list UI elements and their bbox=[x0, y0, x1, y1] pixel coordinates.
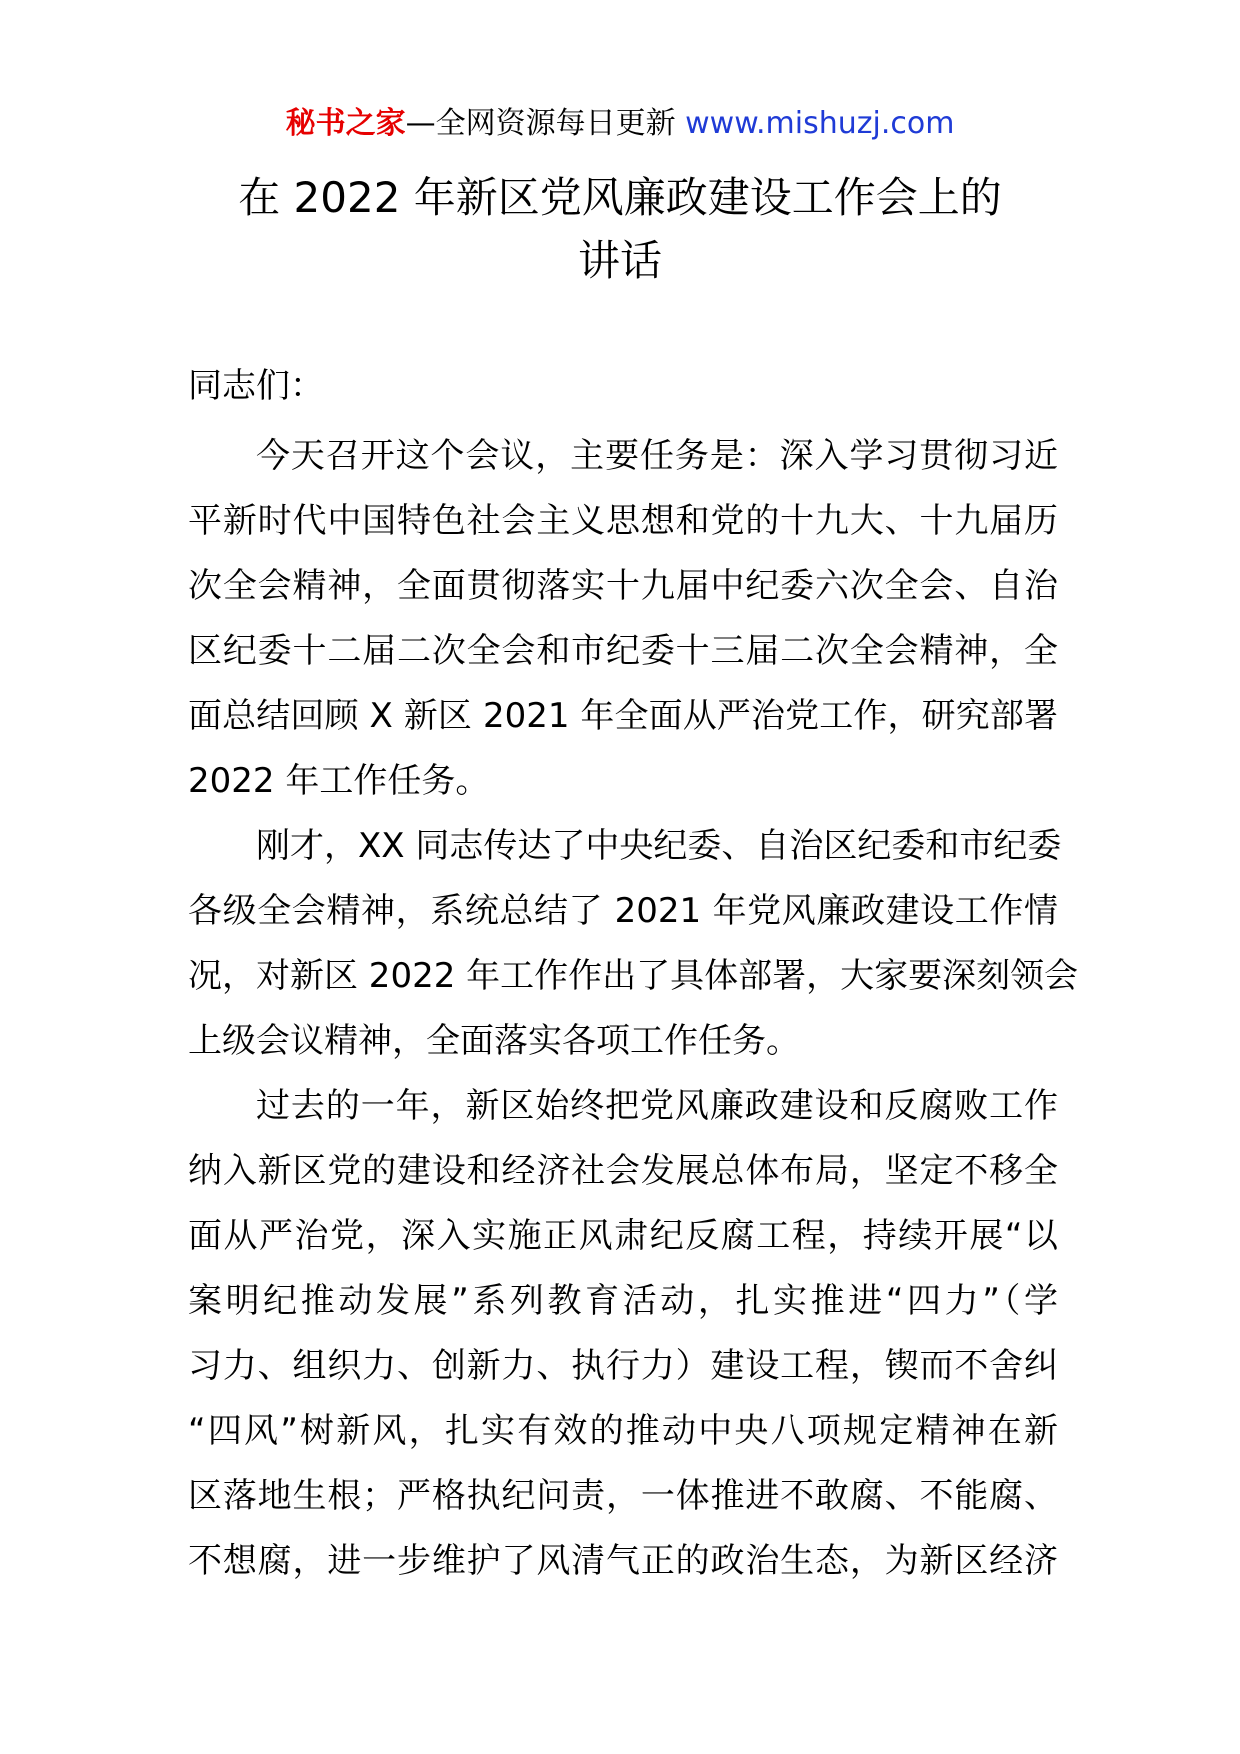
text-line: 不想腐，进一步维护了风清气正的政治生态，为新区经济 bbox=[188, 1541, 1058, 1581]
text-line: 过去的一年，新区始终把党风廉政建设和反腐败工作 bbox=[256, 1086, 1058, 1126]
paragraph-3 bbox=[188, 1074, 1058, 1594]
text-line: 次全会精神，全面贯彻落实十九届中纪委六次全会、自治 bbox=[188, 566, 1058, 606]
text-line: 2022 年工作任务。 bbox=[188, 761, 490, 801]
text-line: 上级会议精神，全面落实各项工作任务。 bbox=[188, 1021, 800, 1061]
text-line: 今天召开这个会议，主要任务是：深入学习贯彻习近 bbox=[256, 436, 1058, 476]
text-line: 况，对新区 2022 年工作作出了具体部署，大家要深刻领会 bbox=[188, 956, 1079, 996]
text-line: 刚才，XX 同志传达了中央纪委、自治区纪委和市纪委 bbox=[256, 826, 1062, 866]
text-line: 各级全会精神，系统总结了 2021 年党风廉政建设工作情 bbox=[188, 891, 1058, 931]
header-brand: 秘书之家 bbox=[285, 106, 406, 141]
text-line: 案明纪推动发展”系列教育活动，扎实推进“四力”（学 bbox=[188, 1281, 1058, 1321]
text-line: 区纪委十二届二次全会和市纪委十三届二次全会精神，全 bbox=[188, 631, 1058, 671]
paragraph-2 bbox=[188, 814, 1079, 1074]
text-line: 区落地生根；严格执纪问责，一体推进不敢腐、不能腐、 bbox=[188, 1476, 1058, 1516]
text-line: “四风”树新风，扎实有效的推动中央八项规定精神在新 bbox=[188, 1411, 1058, 1451]
salutation: 同志们： bbox=[188, 366, 324, 406]
text-line: 平新时代中国特色社会主义思想和党的十九大、十九届历 bbox=[188, 501, 1058, 541]
title-line-2: 讲话 bbox=[577, 236, 662, 285]
document-body bbox=[188, 424, 1079, 1594]
text-line: 面从严治党，深入实施正风肃纪反腐工程，持续开展“以 bbox=[188, 1216, 1058, 1256]
text-line: 面总结回顾 X 新区 2021 年全面从严治党工作，研究部署 bbox=[188, 696, 1058, 736]
paragraph-1 bbox=[188, 424, 1058, 814]
text-line: 纳入新区党的建设和经济社会发展总体布局，坚定不移全 bbox=[188, 1151, 1058, 1191]
watermark-header bbox=[0, 104, 1240, 144]
title-line-1: 在 2022 年新区党风廉政建设工作会上的 bbox=[238, 173, 1002, 222]
header-url-link[interactable]: www.mishuzj.com bbox=[685, 106, 955, 141]
text-line: 习力、组织力、创新力、执行力）建设工程，锲而不舍纠 bbox=[188, 1346, 1058, 1386]
header-tagline: —全网资源每日更新 bbox=[405, 106, 686, 141]
document-title bbox=[150, 166, 1090, 292]
